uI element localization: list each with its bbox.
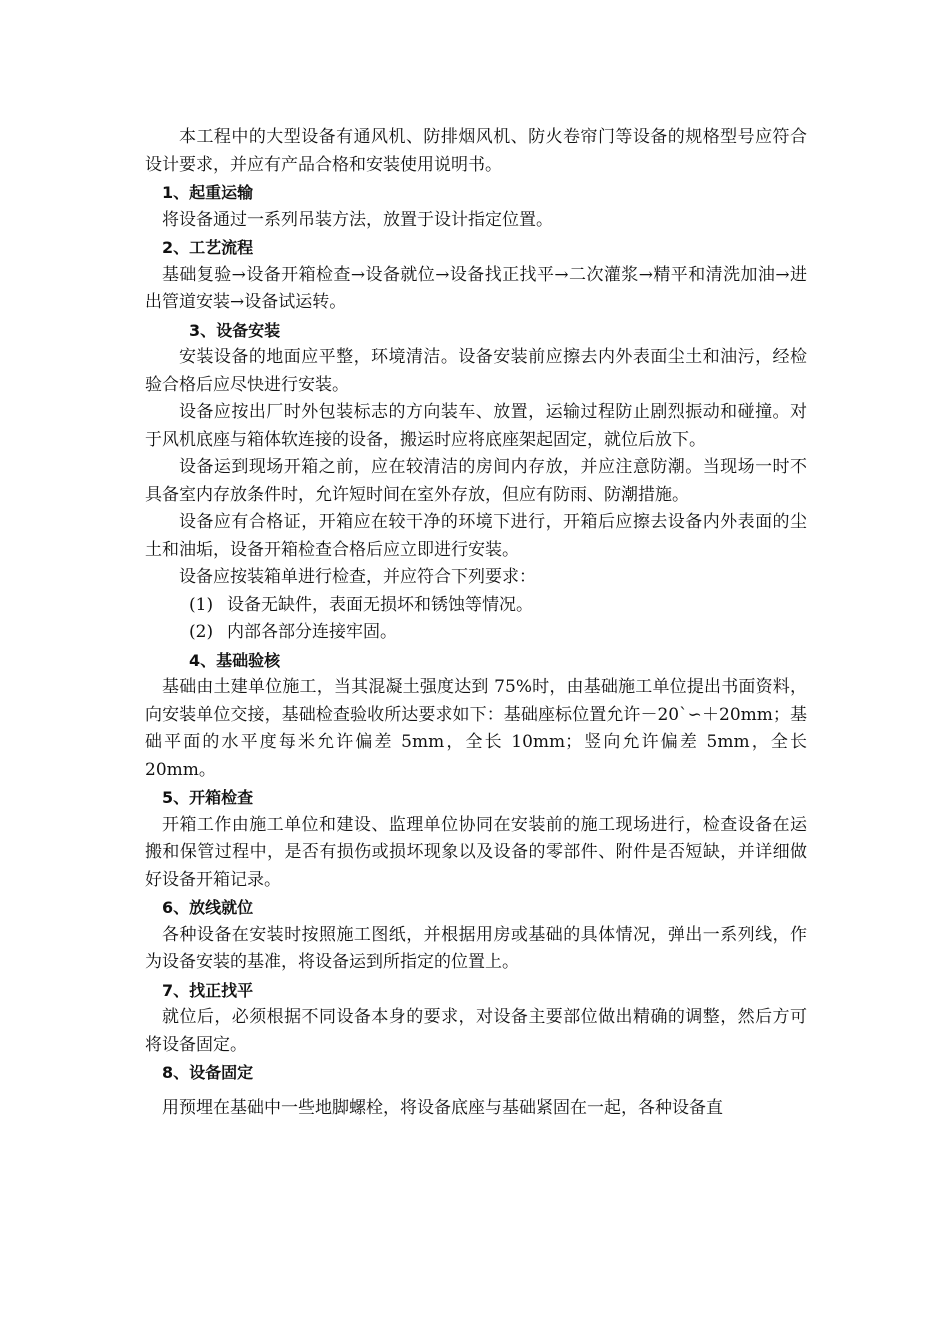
list-item	[145, 592, 807, 620]
section-3-paragraph-3: 设备运到现场开箱之前，应在较清洁的房间内存放，并应注意防潮。当现场一时不具备室内存放条件时，允许短时间在室外存放，但应有防雨、防潮措施。	[145, 457, 807, 505]
section-8-text: 用预埋在基础中一些地脚螺栓，将设备底座与基础紧固在一起，各种设备直	[162, 1097, 723, 1118]
intro-paragraph: 本工程中的大型设备有通风机、防排烟风机、防火卷帘门等设备的规格型号应符合设计要求，并应有产品合格和安装使用说明书。	[145, 127, 807, 175]
section-3-paragraph-1: 安装设备的地面应平整，环境清洁。设备安装前应擦去内外表面尘土和油污，经检验合格后应尽快进行安装。	[145, 347, 807, 395]
section-5-text: 开箱工作由施工单位和建设、监理单位协同在安装前的施工现场进行，检查设备在运搬和保管过程中，是否有损伤或损坏现象以及设备的零部件、附件是否短缺，并详细做好设备开箱记录。	[145, 814, 807, 890]
section-2-text: 基础复验→设备开箱检查→设备就位→设备找正找平→二次灌浆→精平和清洗加油→进出管道安装→设备试运转。	[145, 264, 807, 312]
section-heading-6: 6、放线就位	[162, 898, 254, 917]
section-heading-3: 3、设备安装	[189, 320, 281, 340]
section-4-text: 基础由土建单位施工，当其混凝土强度达到 75%时，由基础施工单位提出书面资料，向安装单位交接，基础检查验收所达要求如下：基础座标位置允许－20`∽＋20mm；基础平面的水平度每米允许偏差 5mm，全长 10mm；竖向允许偏差 5mm，全长 20mm。	[145, 677, 807, 780]
section-1-text: 将设备通过一系列吊装方法，放置于设计指定位置。	[162, 209, 553, 230]
list-item-text: 设备无缺件，表面无损坏和锈蚀等情况。	[227, 594, 533, 615]
section-heading-5: 5、开箱检查	[162, 788, 254, 807]
section-3-paragraph-2: 设备应按出厂时外包装标志的方向装车、放置，运输过程防止剧烈振动和碰撞。对于风机底座与箱体软连接的设备，搬运时应将底座架起固定，就位后放下。	[145, 402, 807, 450]
section-heading-1: 1、起重运输	[162, 183, 254, 202]
section-6-text: 各种设备在安装时按照施工图纸，并根据用房或基础的具体情况，弹出一系列线，作为设备安装的基准，将设备运到所指定的位置上。	[145, 924, 807, 972]
section-heading-8: 8、设备固定	[162, 1063, 254, 1082]
section-heading-7: 7、找正找平	[162, 980, 254, 1000]
list-item	[145, 619, 807, 647]
section-3-paragraph-4: 设备应有合格证，开箱应在较干净的环境下进行，开箱后应擦去设备内外表面的尘土和油垢，设备开箱检查合格后应立即进行安装。	[145, 512, 807, 560]
list-item-text: 内部各部分连接牢固。	[227, 622, 397, 642]
list-item-number: (2)	[189, 622, 214, 642]
document-body	[145, 124, 807, 1122]
section-heading-2: 2、工艺流程	[162, 238, 254, 257]
section-7-text: 就位后，必须根据不同设备本身的要求，对设备主要部位做出精确的调整，然后方可将设备固定。	[145, 1007, 807, 1055]
list-item-number: (1)	[189, 594, 214, 615]
section-heading-4: 4、基础验核	[189, 650, 281, 670]
section-3-paragraph-5: 设备应按装箱单进行检查，并应符合下列要求：	[179, 567, 536, 587]
